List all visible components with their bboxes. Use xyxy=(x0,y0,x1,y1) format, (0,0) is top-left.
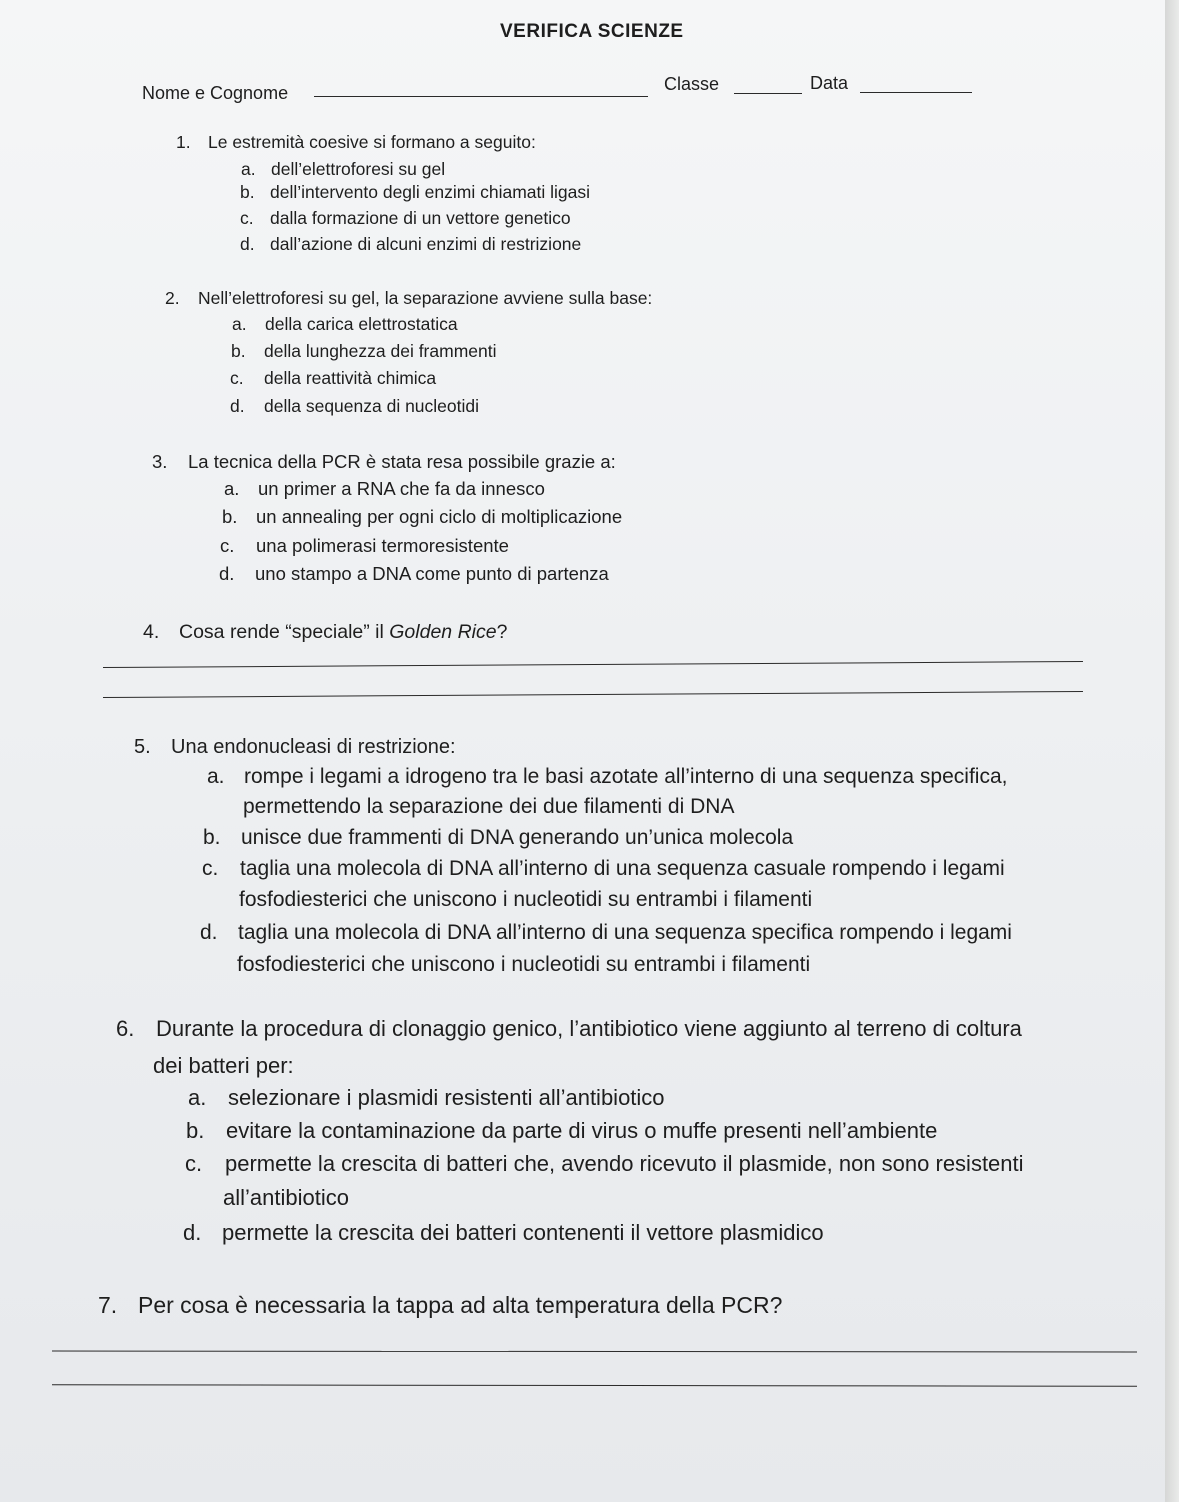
option-a[interactable]: un primer a RNA che fa da innesco xyxy=(258,478,545,499)
option-d-continued[interactable]: fosfodiesterici che uniscono i nucleotidi su entrambi i filamenti xyxy=(237,953,811,976)
question-number: 7. xyxy=(98,1292,118,1318)
option-d[interactable]: permette la crescita dei batteri contenenti il vettore plasmidico xyxy=(222,1220,824,1245)
option-letter: b. xyxy=(186,1118,205,1143)
page-title: VERIFICA SCIENZE xyxy=(500,21,684,42)
option-letter: a. xyxy=(241,159,256,179)
option-letter: b. xyxy=(203,826,221,849)
option-letter: c. xyxy=(202,857,219,880)
question-number: 6. xyxy=(116,1016,135,1041)
question-text: Per cosa è necessaria la tappa ad alta temperatura della PCR? xyxy=(138,1292,783,1318)
question-text: La tecnica della PCR è stata resa possibile grazie a: xyxy=(188,451,616,472)
name-label: Nome e Cognome xyxy=(142,83,289,103)
option-letter: c. xyxy=(185,1151,203,1176)
option-letter: a. xyxy=(232,314,247,334)
option-letter: c. xyxy=(240,208,254,228)
question-text: Una endonucleasi di restrizione: xyxy=(171,736,456,758)
option-c[interactable]: dalla formazione di un vettore genetico xyxy=(270,208,571,228)
option-d[interactable]: taglia una molecola di DNA all’interno di una sequenza specifica rompendo i legami xyxy=(238,921,1012,944)
answer-line[interactable] xyxy=(103,661,1083,668)
question-text xyxy=(179,621,507,644)
option-letter: c. xyxy=(230,368,244,388)
page-edge-shadow xyxy=(1165,0,1179,1502)
option-c[interactable]: taglia una molecola di DNA all’interno di una sequenza casuale rompendo i legami xyxy=(240,857,1005,880)
question-text-continued: dei batteri per: xyxy=(153,1053,294,1078)
option-c[interactable]: una polimerasi termoresistente xyxy=(256,535,509,556)
answer-line[interactable] xyxy=(52,1351,1137,1353)
option-letter: d. xyxy=(240,234,255,254)
option-c[interactable]: della reattività chimica xyxy=(264,368,437,388)
question-number: 5. xyxy=(134,736,151,758)
option-letter: b. xyxy=(240,182,255,202)
question-number: 1. xyxy=(176,132,191,152)
question-number: 3. xyxy=(152,451,168,472)
question-text: Durante la procedura di clonaggio genico, l’antibiotico viene aggiunto al terreno di coltura xyxy=(156,1016,1022,1041)
question-text: Nell’elettroforesi su gel, la separazione avviene sulla base: xyxy=(198,288,653,308)
option-d[interactable]: uno stampo a DNA come punto di partenza xyxy=(255,563,609,584)
name-input-line[interactable] xyxy=(314,96,648,97)
option-a[interactable]: della carica elettrostatica xyxy=(265,314,458,334)
option-b[interactable]: unisce due frammenti di DNA generando un’unica molecola xyxy=(241,826,794,849)
question-number: 2. xyxy=(165,288,180,308)
option-c[interactable]: permette la crescita di batteri che, avendo ricevuto il plasmide, non sono resistenti xyxy=(225,1151,1024,1176)
question-text: Le estremità coesive si formano a seguito: xyxy=(208,132,536,152)
option-b[interactable]: dell’intervento degli enzimi chiamati ligasi xyxy=(270,182,591,202)
option-b[interactable]: evitare la contaminazione da parte di virus o muffe presenti nell’ambiente xyxy=(226,1118,938,1143)
option-letter: a. xyxy=(188,1085,207,1110)
option-c-continued[interactable]: all’antibiotico xyxy=(223,1185,349,1210)
option-letter: d. xyxy=(219,563,235,584)
question-number: 4. xyxy=(143,621,160,643)
question-text-part: Cosa rende “speciale” il xyxy=(179,621,390,643)
option-letter: c. xyxy=(220,535,235,556)
option-letter: a. xyxy=(207,765,225,788)
option-a[interactable]: selezionare i plasmidi resistenti all’antibiotico xyxy=(228,1085,665,1110)
date-input-line[interactable] xyxy=(860,92,972,93)
class-label: Classe xyxy=(664,74,720,94)
option-letter: b. xyxy=(231,341,246,361)
option-a-continued[interactable]: permettendo la separazione dei due filamenti di DNA xyxy=(243,795,735,818)
option-d[interactable]: dall’azione di alcuni enzimi di restrizione xyxy=(270,234,582,254)
option-letter: d. xyxy=(230,396,245,416)
answer-line[interactable] xyxy=(103,691,1083,698)
option-letter: b. xyxy=(222,506,238,527)
option-letter: d. xyxy=(183,1220,202,1245)
option-letter: a. xyxy=(224,478,240,499)
class-input-line[interactable] xyxy=(734,93,802,94)
option-d[interactable]: della sequenza di nucleotidi xyxy=(264,396,480,416)
golden-rice-italic: Golden Rice xyxy=(389,621,497,643)
option-letter: d. xyxy=(200,921,218,944)
question-text-part: ? xyxy=(496,621,508,643)
option-b[interactable]: un annealing per ogni ciclo di moltiplicazione xyxy=(256,506,623,527)
option-c-continued[interactable]: fosfodiesterici che uniscono i nucleotidi su entrambi i filamenti xyxy=(239,888,813,911)
answer-line[interactable] xyxy=(52,1384,1137,1387)
option-a[interactable]: dell’elettroforesi su gel xyxy=(271,159,446,179)
option-b[interactable]: della lunghezza dei frammenti xyxy=(264,341,497,361)
date-label: Data xyxy=(810,73,849,93)
option-a[interactable]: rompe i legami a idrogeno tra le basi azotate all’interno di una sequenza specifica, xyxy=(244,765,1008,788)
